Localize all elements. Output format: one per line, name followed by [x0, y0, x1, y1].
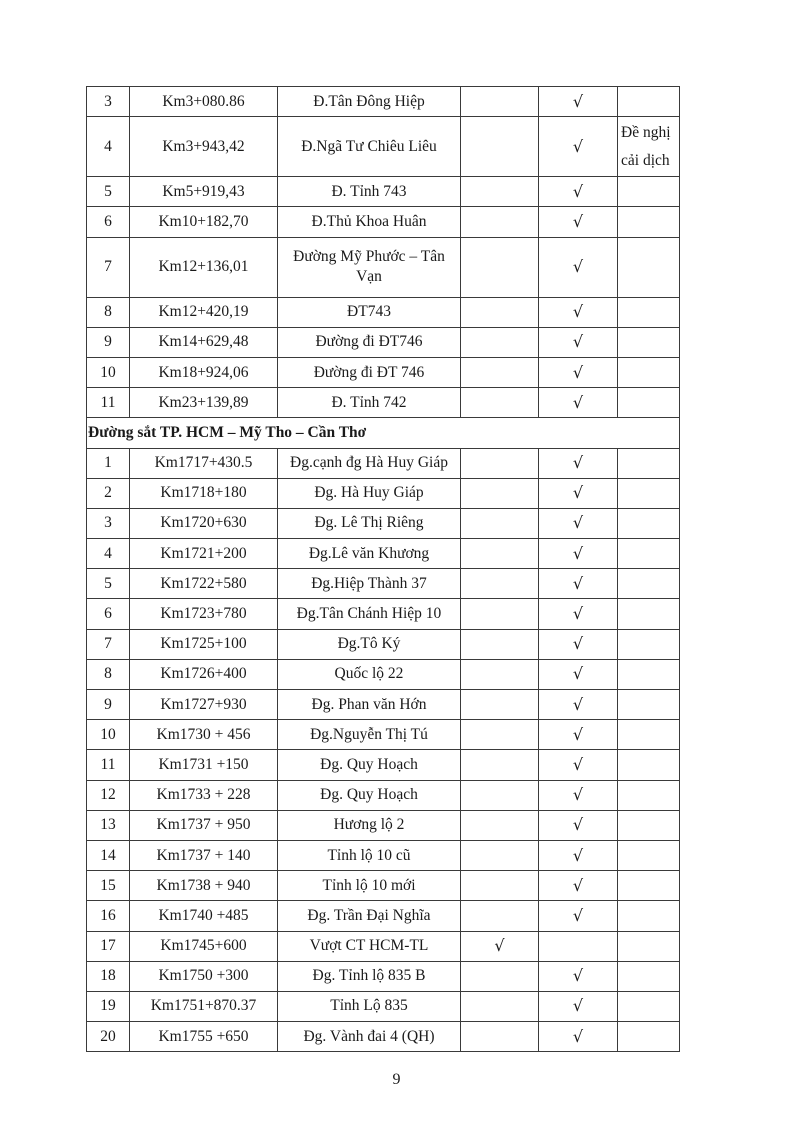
row-number-cell: 14: [87, 840, 130, 870]
check-column-1-cell: [461, 780, 539, 810]
row-number-cell: 6: [87, 207, 130, 237]
road-name-cell: Đg. Lê Thị Riêng: [278, 508, 461, 538]
table-row: [87, 780, 680, 810]
check-column-2-cell: √: [539, 991, 618, 1021]
note-cell: [618, 810, 680, 840]
note-cell: [618, 87, 680, 117]
table-row: [87, 297, 680, 327]
road-name-cell: Tỉnh lộ 10 cũ: [278, 840, 461, 870]
check-column-2-cell: √: [539, 690, 618, 720]
km-marker-cell: Km1740 +485: [130, 901, 278, 931]
row-number-cell: 1: [87, 448, 130, 478]
km-marker-cell: Km12+420,19: [130, 297, 278, 327]
km-marker-cell: Km1737 + 950: [130, 810, 278, 840]
check-column-1-cell: [461, 871, 539, 901]
row-number-cell: 19: [87, 991, 130, 1021]
road-name-cell: Hương lộ 2: [278, 810, 461, 840]
km-marker-cell: Km1723+780: [130, 599, 278, 629]
row-number-cell: 7: [87, 629, 130, 659]
check-column-2-cell: √: [539, 720, 618, 750]
road-name-cell: Đg.Tô Ký: [278, 629, 461, 659]
check-column-1-cell: [461, 87, 539, 117]
table-row: [87, 448, 680, 478]
row-number-cell: 10: [87, 720, 130, 750]
check-column-2-cell: √: [539, 840, 618, 870]
road-name-cell: Đg. Quy Hoạch: [278, 780, 461, 810]
check-column-1-cell: [461, 117, 539, 177]
road-name-cell: Đ.Tân Đông Hiệp: [278, 87, 461, 117]
note-cell: [618, 840, 680, 870]
check-column-2-cell: √: [539, 237, 618, 297]
km-marker-cell: Km1738 + 940: [130, 871, 278, 901]
row-number-cell: 16: [87, 901, 130, 931]
km-marker-cell: Km1755 +650: [130, 1022, 278, 1052]
check-column-1-cell: [461, 750, 539, 780]
note-cell: [618, 177, 680, 207]
row-number-cell: 11: [87, 388, 130, 418]
table-row: [87, 871, 680, 901]
road-name-cell: Đ. Tỉnh 742: [278, 388, 461, 418]
note-cell: [618, 237, 680, 297]
note-cell: [618, 207, 680, 237]
row-number-cell: 2: [87, 478, 130, 508]
row-number-cell: 8: [87, 659, 130, 689]
check-column-2-cell: √: [539, 508, 618, 538]
table-row: [87, 810, 680, 840]
table-row: [87, 388, 680, 418]
check-column-1-cell: [461, 297, 539, 327]
row-number-cell: 5: [87, 177, 130, 207]
table-row: [87, 478, 680, 508]
km-marker-cell: Km1721+200: [130, 539, 278, 569]
check-column-2-cell: √: [539, 780, 618, 810]
road-name-cell: Đg.Hiệp Thành 37: [278, 569, 461, 599]
km-marker-cell: Km18+924,06: [130, 357, 278, 387]
note-cell: [618, 357, 680, 387]
table-row: [87, 991, 680, 1021]
table-row: [87, 357, 680, 387]
km-marker-cell: Km1720+630: [130, 508, 278, 538]
road-name-cell: Tỉnh lộ 10 mới: [278, 871, 461, 901]
table-row: [87, 508, 680, 538]
table-row: [87, 117, 680, 177]
road-name-cell: Đường đi ĐT746: [278, 327, 461, 357]
check-column-2-cell: √: [539, 448, 618, 478]
row-number-cell: 17: [87, 931, 130, 961]
note-cell: [618, 539, 680, 569]
check-column-2-cell: √: [539, 207, 618, 237]
note-cell: [618, 991, 680, 1021]
check-column-1-cell: [461, 599, 539, 629]
km-marker-cell: Km1745+600: [130, 931, 278, 961]
row-number-cell: 4: [87, 539, 130, 569]
road-name-cell: Đg. Phan văn Hớn: [278, 690, 461, 720]
km-marker-cell: Km1722+580: [130, 569, 278, 599]
table-row: [87, 720, 680, 750]
check-column-2-cell: √: [539, 629, 618, 659]
check-column-1-cell: [461, 327, 539, 357]
row-number-cell: 8: [87, 297, 130, 327]
km-marker-cell: Km1733 + 228: [130, 780, 278, 810]
row-number-cell: 4: [87, 117, 130, 177]
note-cell: [618, 1022, 680, 1052]
row-number-cell: 10: [87, 357, 130, 387]
km-marker-cell: Km1750 +300: [130, 961, 278, 991]
road-name-cell: Tỉnh Lộ 835: [278, 991, 461, 1021]
note-cell: [618, 629, 680, 659]
row-number-cell: 5: [87, 569, 130, 599]
note-cell: [618, 327, 680, 357]
note-cell: Đề nghị cải dịch: [618, 117, 680, 177]
check-column-1-cell: [461, 991, 539, 1021]
table-row: [87, 931, 680, 961]
table-row: [87, 659, 680, 689]
road-name-cell: Đg. Vành đai 4 (QH): [278, 1022, 461, 1052]
page-number: 9: [392, 1071, 401, 1088]
table-row: [87, 629, 680, 659]
road-name-cell: Đ. Tỉnh 743: [278, 177, 461, 207]
check-column-2-cell: √: [539, 599, 618, 629]
table-row: [87, 901, 680, 931]
table-row: [87, 237, 680, 297]
row-number-cell: 7: [87, 237, 130, 297]
table-row: [87, 840, 680, 870]
check-column-2-cell: √: [539, 901, 618, 931]
km-marker-cell: Km10+182,70: [130, 207, 278, 237]
km-marker-cell: Km3+943,42: [130, 117, 278, 177]
note-cell: [618, 388, 680, 418]
row-number-cell: 13: [87, 810, 130, 840]
row-number-cell: 11: [87, 750, 130, 780]
check-column-2-cell: √: [539, 87, 618, 117]
check-column-2-cell: √: [539, 478, 618, 508]
note-cell: [618, 569, 680, 599]
km-marker-cell: Km1726+400: [130, 659, 278, 689]
row-number-cell: 9: [87, 690, 130, 720]
road-name-cell: Đg.Nguyễn Thị Tú: [278, 720, 461, 750]
note-cell: [618, 931, 680, 961]
table-row: [87, 750, 680, 780]
check-column-2-cell: √: [539, 810, 618, 840]
table-row: [87, 599, 680, 629]
km-marker-cell: Km1718+180: [130, 478, 278, 508]
row-number-cell: 9: [87, 327, 130, 357]
note-cell: [618, 961, 680, 991]
km-marker-cell: Km1737 + 140: [130, 840, 278, 870]
check-column-1-cell: [461, 237, 539, 297]
row-number-cell: 12: [87, 780, 130, 810]
section-row: [87, 418, 680, 448]
km-marker-cell: Km5+919,43: [130, 177, 278, 207]
check-column-1-cell: [461, 357, 539, 387]
table-row: [87, 327, 680, 357]
table-row: [87, 539, 680, 569]
row-number-cell: 20: [87, 1022, 130, 1052]
check-column-1-cell: [461, 690, 539, 720]
road-name-cell: Đường Mỹ Phước – Tân Vạn: [278, 237, 461, 297]
km-marker-cell: Km12+136,01: [130, 237, 278, 297]
table-row: [87, 177, 680, 207]
check-column-2-cell: √: [539, 117, 618, 177]
road-name-cell: Đg. Tỉnh lộ 835 B: [278, 961, 461, 991]
check-column-1-cell: [461, 569, 539, 599]
check-column-1-cell: [461, 508, 539, 538]
check-column-2-cell: √: [539, 388, 618, 418]
table-row: [87, 87, 680, 117]
check-column-2-cell: √: [539, 539, 618, 569]
check-column-2-cell: √: [539, 659, 618, 689]
crossing-table: [86, 86, 680, 1052]
road-name-cell: Đg. Hà Huy Giáp: [278, 478, 461, 508]
km-marker-cell: Km1717+430.5: [130, 448, 278, 478]
note-cell: [618, 720, 680, 750]
road-name-cell: Đ.Thủ Khoa Huân: [278, 207, 461, 237]
note-cell: [618, 508, 680, 538]
table-row: [87, 569, 680, 599]
road-name-cell: Đg.cạnh đg Hà Huy Giáp: [278, 448, 461, 478]
check-column-1-cell: [461, 539, 539, 569]
note-cell: [618, 901, 680, 931]
check-column-2-cell: √: [539, 569, 618, 599]
note-cell: [618, 690, 680, 720]
check-column-2-cell: √: [539, 357, 618, 387]
km-marker-cell: Km3+080.86: [130, 87, 278, 117]
table-row: [87, 1022, 680, 1052]
note-cell: [618, 448, 680, 478]
check-column-2-cell: √: [539, 1022, 618, 1052]
note-cell: [618, 871, 680, 901]
row-number-cell: 3: [87, 508, 130, 538]
check-column-1-cell: [461, 388, 539, 418]
km-marker-cell: Km1727+930: [130, 690, 278, 720]
check-column-1-cell: √: [461, 931, 539, 961]
check-column-2-cell: √: [539, 750, 618, 780]
note-cell: [618, 659, 680, 689]
note-cell: [618, 780, 680, 810]
check-column-1-cell: [461, 478, 539, 508]
note-cell: [618, 750, 680, 780]
row-number-cell: 6: [87, 599, 130, 629]
section-title: Đường sắt TP. HCM – Mỹ Tho – Cần Thơ: [87, 418, 680, 448]
check-column-2-cell: √: [539, 871, 618, 901]
road-name-cell: Đ.Ngã Tư Chiêu Liêu: [278, 117, 461, 177]
road-name-cell: Quốc lộ 22: [278, 659, 461, 689]
road-name-cell: Đg. Trần Đại Nghĩa: [278, 901, 461, 931]
note-cell: [618, 297, 680, 327]
check-column-1-cell: [461, 207, 539, 237]
km-marker-cell: Km1751+870.37: [130, 991, 278, 1021]
note-cell: [618, 599, 680, 629]
road-name-cell: Vượt CT HCM-TL: [278, 931, 461, 961]
check-column-1-cell: [461, 629, 539, 659]
road-name-cell: Đg.Lê văn Khương: [278, 539, 461, 569]
table-row: [87, 961, 680, 991]
row-number-cell: 18: [87, 961, 130, 991]
check-column-1-cell: [461, 961, 539, 991]
km-marker-cell: Km14+629,48: [130, 327, 278, 357]
check-column-1-cell: [461, 659, 539, 689]
row-number-cell: 3: [87, 87, 130, 117]
check-column-1-cell: [461, 1022, 539, 1052]
road-name-cell: ĐT743: [278, 297, 461, 327]
check-column-2-cell: [539, 931, 618, 961]
table-row: [87, 690, 680, 720]
road-name-cell: Đg. Quy Hoạch: [278, 750, 461, 780]
check-column-1-cell: [461, 448, 539, 478]
road-name-cell: Đg.Tân Chánh Hiệp 10: [278, 599, 461, 629]
check-column-1-cell: [461, 840, 539, 870]
note-cell: [618, 478, 680, 508]
check-column-2-cell: √: [539, 297, 618, 327]
check-column-2-cell: √: [539, 961, 618, 991]
check-column-1-cell: [461, 810, 539, 840]
check-column-1-cell: [461, 901, 539, 931]
road-name-cell: Đường đi ĐT 746: [278, 357, 461, 387]
row-number-cell: 15: [87, 871, 130, 901]
check-column-1-cell: [461, 177, 539, 207]
km-marker-cell: Km1725+100: [130, 629, 278, 659]
check-column-2-cell: √: [539, 177, 618, 207]
table-body: [87, 87, 680, 1052]
table-row: [87, 207, 680, 237]
check-column-1-cell: [461, 720, 539, 750]
km-marker-cell: Km1730 + 456: [130, 720, 278, 750]
check-column-2-cell: √: [539, 327, 618, 357]
km-marker-cell: Km1731 +150: [130, 750, 278, 780]
km-marker-cell: Km23+139,89: [130, 388, 278, 418]
